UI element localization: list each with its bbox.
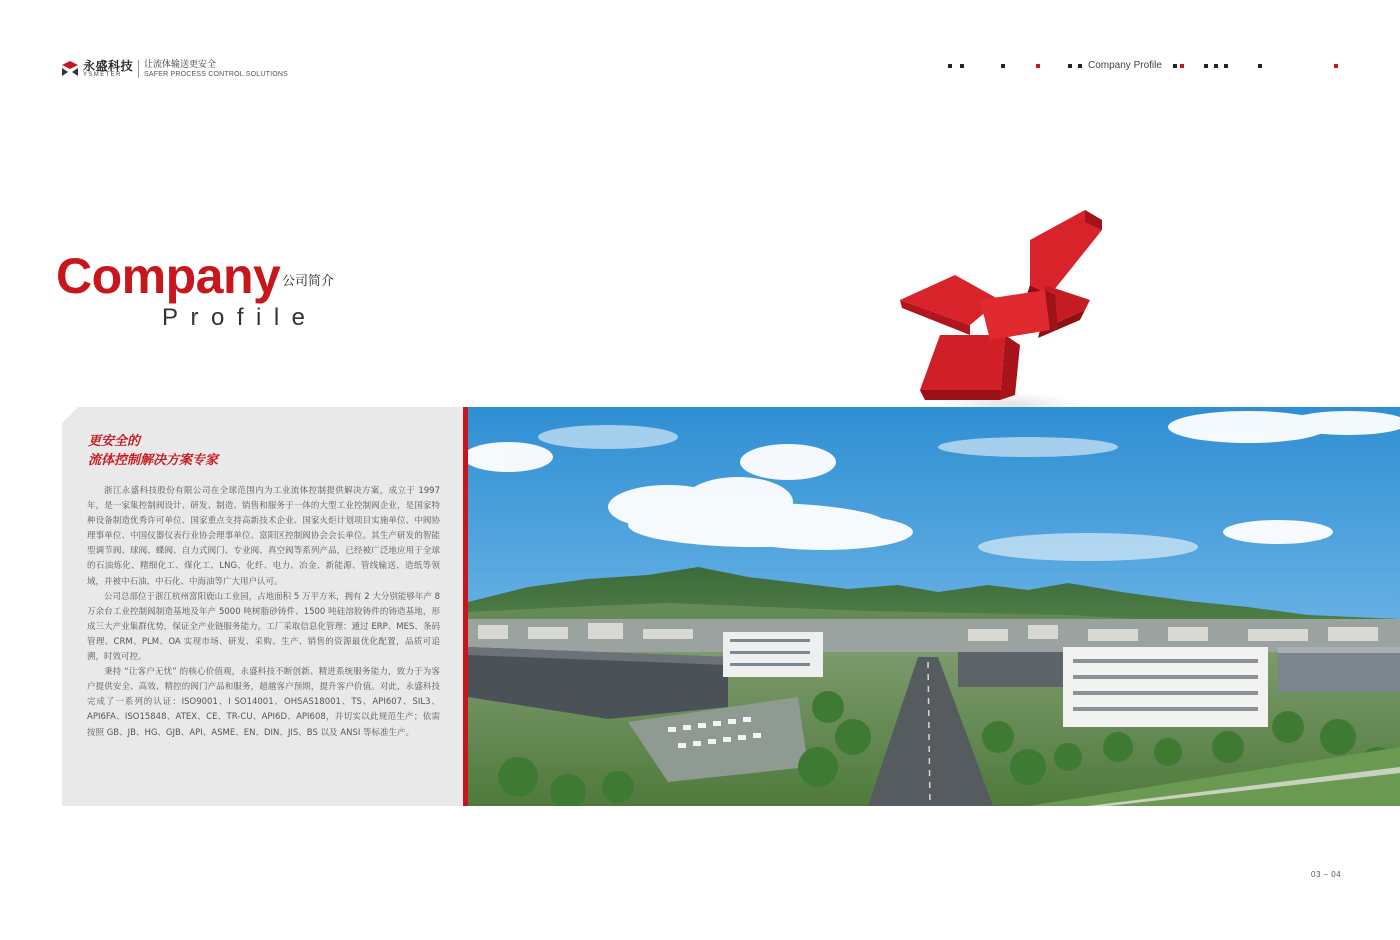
brand-header (60, 58, 288, 80)
nav-dot (1258, 64, 1262, 68)
page-number: 03 – 04 (1311, 870, 1342, 879)
panel-heading-line-2: 流体控制解决方案专家 (88, 453, 219, 468)
page-title-cn: 公司简介 (282, 274, 335, 289)
brand-divider (138, 60, 139, 78)
nav-dot (1078, 64, 1082, 68)
nav-section-label: Company Profile (1088, 60, 1162, 71)
panel-heading (88, 432, 218, 470)
nav-dot (960, 64, 964, 68)
factory-aerial-photo (468, 407, 1400, 806)
nav-dot (1214, 64, 1218, 68)
nav-dot (1204, 64, 1208, 68)
brand-name-en: YSMETER (83, 71, 122, 78)
intro-paragraph-3: 秉持 “让客户无忧” 的核心价值观，永盛科技不断创新、精进系统服务能力，致力于为客户提供安全、高效、精控的阀门产品和服务，超越客户预期，提升客户价值。对此，永盛科技完成了一系列的认证：ISO9001、I SO14001、OHSAS18001、TS、API607、SIL3、API6FA、ISO15848、ATEX、CE、TR-CU、API6D、API608，并切实以此规范生产；依需按照 GB、JB、HG、GJB、API、ASME、EN、DIN、JIS、BS 以及 ANSI 等标准生产。 (87, 667, 440, 738)
nav-dot-active (1180, 64, 1184, 68)
nav-dot (948, 64, 952, 68)
intro-text (87, 484, 440, 741)
brand-name-cn: 永盛科技 (83, 58, 134, 73)
nav-dot (1224, 64, 1228, 68)
brand-3d-mark-icon (880, 200, 1120, 430)
company-logo-icon (60, 59, 80, 79)
section-indicator (940, 58, 1340, 74)
nav-dot (1001, 64, 1005, 68)
panel-heading-line-1: 更安全的 (88, 434, 141, 449)
nav-dot (1068, 64, 1072, 68)
nav-dot-active (1036, 64, 1040, 68)
intro-paragraph-1: 浙江永盛科技股份有限公司在全球范围内为工业流体控制提供解决方案，成立于 1997 年，是一家集控制阀设计、研发、制造、销售和服务于一体的大型工业控制阀企业，是国家特种设备制造优秀许可单位、国家重点支持高新技术企业、国家火炬计划项目实施单位、中阀协理事单位、中国仪器仪表行业协会理事单位、富阳区控制阀协会会长单位。其生产研发的智能型调节阀、球阀、蝶阀、自力式阀门、专业阀、真空阀等系列产品，已经被广泛地应用于全球的石油炼化、精细化工、煤化工、LNG、化纤、电力、冶金、新能源、管线输送、造纸等领域，并被中石油、中石化、中海油等广大用户认可。 (87, 486, 440, 587)
page-title: Company (56, 248, 281, 304)
brand-slogan-en: SAFER PROCESS CONTROL SOLUTIONS (144, 70, 289, 78)
panel-corner-fold (62, 407, 78, 423)
brand-slogan-cn: 让流体输送更安全 (144, 59, 217, 70)
nav-dot (1173, 64, 1177, 68)
intro-paragraph-2: 公司总部位于浙江杭州富阳鹿山工业园，占地面积 5 万平方米，拥有 2 大分别能够年产 8 万余台工业控制阀制造基地及年产 5000 吨树脂砂铸件、1500 吨硅溶胶铸件的铸造基地，形成三大产业集群优势，保证全产业链服务能力。工厂采取信息化管理：通过 ERP、MES、条码管理、CRM、PLM、OA 实现市场、研发、采购、生产、销售的资源最优化配置，品质可追溯，时效可控。 (87, 591, 440, 663)
page-subtitle: Profile (162, 304, 318, 331)
nav-dot-active (1334, 64, 1338, 68)
